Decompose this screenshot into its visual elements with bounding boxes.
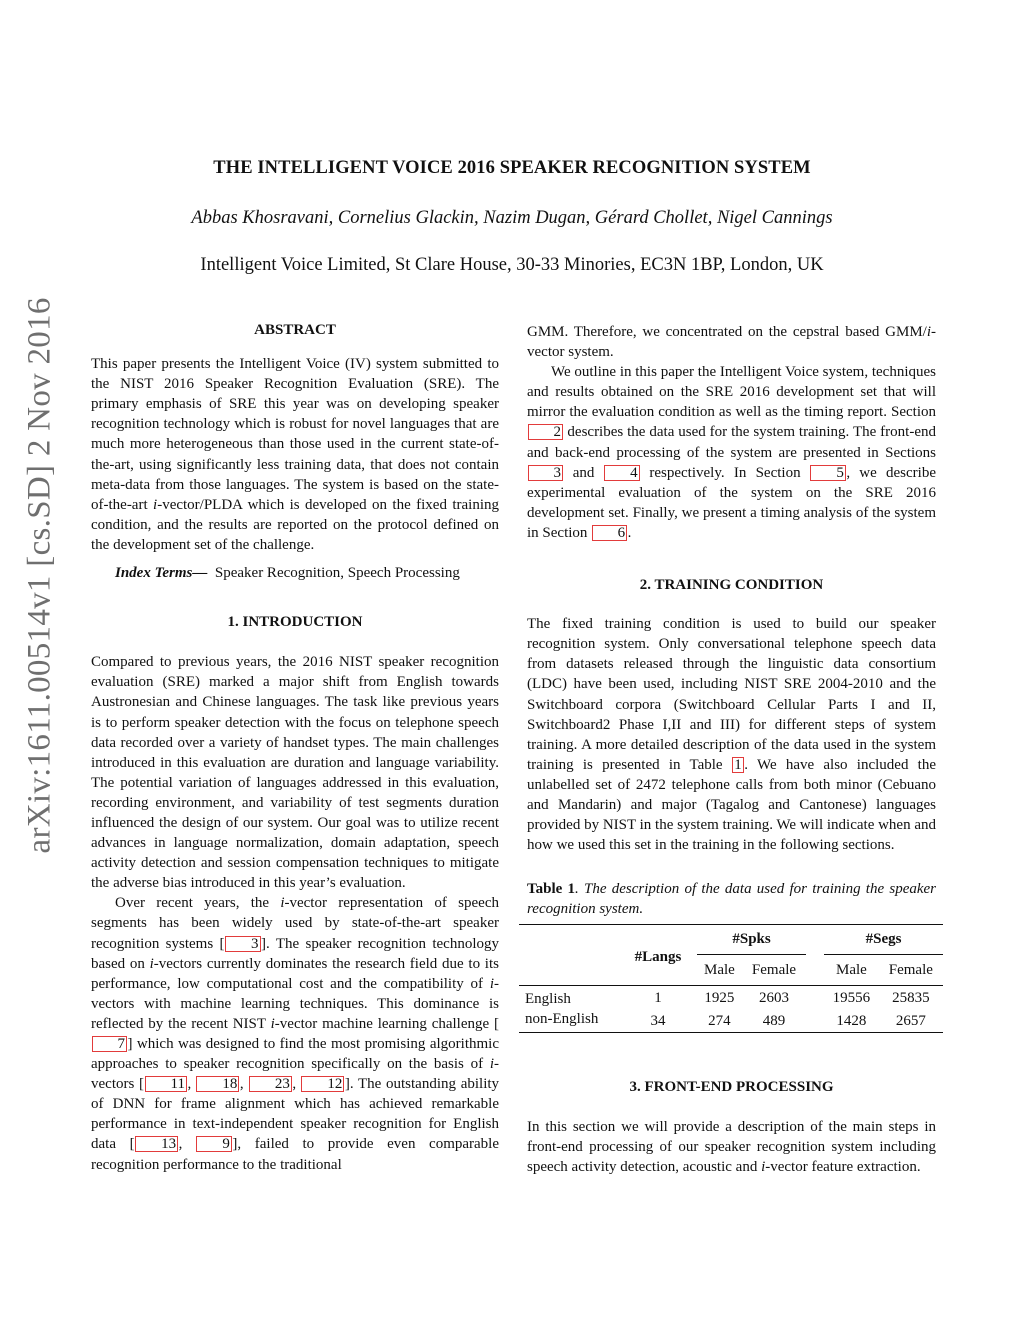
section-link[interactable]: 3 <box>528 465 564 481</box>
col-segs: #Segs <box>824 925 943 955</box>
sub-female: Female <box>751 962 797 979</box>
citation-link[interactable]: 9 <box>196 1136 232 1152</box>
abstract-heading: ABSTRACT <box>254 322 336 338</box>
training-heading: 2. TRAINING CONDITION <box>639 577 824 594</box>
intro-paragraph-2: Over recent years, the i-vector representation of speech segments has been widely used by state-of-the-art speaker recognition systems [ 3 ]. The speaker recognition technology based on i-vectors currently dominates the research field due to its performance, low computational cost and the compatibility of i-vectors with machine learning techniques. This dominance is reflected by the recent NIST i-vector machine learning challenge [7 ] which was designed to find the most promising algorithmic approaches to speaker recognition specifically on the basis of i-vectors [ 11 , 18 , 23 , 12 ]. The outstanding ability of DNN for frame alignment which has achieved remarkable performance in text-independent speaker recognition for English data [ 13 , 9 ], failed to provide even comparable recognition performance to the traditional <box>91 895 500 1173</box>
sub-female: Female <box>888 962 933 979</box>
table-row: English 1 1925 2603 19556 25835 <box>519 986 943 1010</box>
author-list: Abbas Khosravani, Cornelius Glackin, Nazim Dugan, Gérard Chollet, Nigel Cannings <box>191 208 833 228</box>
citation-link[interactable]: 11 <box>145 1076 187 1092</box>
outline-paragraph: We outline in this paper the Intelligent Voice system, techniques and results obtained on the SRE 2016 development set that will mirror the evaluation condition as well as the timing report. Section 2 describes the data used for the system training. The front-end and back-end processing of the system are presented in Sections 3 and 4 respectively. In Section 5 , we describe experimental evaluation of the system on the SRE 2016 development set. Finally, we present a timing analysis of the system in Section 6 . <box>527 364 936 541</box>
left-column <box>91 320 499 1175</box>
affiliation: Intelligent Voice Limited, St Clare House, 30-33 Minories, EC3N 1BP, London, UK <box>200 255 824 275</box>
sub-male: Male <box>836 962 867 979</box>
frontend-paragraph: In this section we will provide a description of the main steps in front-end processing of our speaker recognition system including speech activity detection, acoustic and i-vector feature extraction. <box>527 1118 936 1175</box>
index-terms: Index Terms— Speaker Recognition, Speech Processing <box>115 565 460 582</box>
citation-link[interactable]: 3 <box>225 936 261 952</box>
citation-link[interactable]: 23 <box>249 1076 292 1092</box>
col-langs: #Langs <box>634 949 682 966</box>
section-link[interactable]: 6 <box>592 525 628 541</box>
section-link[interactable]: 4 <box>604 465 640 481</box>
citation-link[interactable]: 7 <box>92 1036 128 1052</box>
citation-link[interactable]: 13 <box>135 1136 178 1152</box>
paper-title: THE INTELLIGENT VOICE 2016 SPEAKER RECOGNITION SYSTEM <box>213 158 811 178</box>
index-terms-label: Index Terms— <box>115 565 208 582</box>
sub-male: Male <box>704 962 735 979</box>
training-paragraph: The fixed training condition is used to build our speaker recognition system. Only conversational telephone speech data from datasets released through the linguistic data consortium (LDC) have been used, including NIST SRE 2004-2010 and the Switchboard corpora (Switchboard Cellular Parts I and II, Switchboard2 Phase I,II and III) for different steps of system training. A more detailed description of the data used in the system training is presented in Table 1 . We have also included the unlabelled set of 2472 telephone calls from both minor (Cebuano and Mandarin) and major (Tagalog and Cantonese) languages provided by NIST in the system training. We will indicate when and how we used this set in the training in the following sections. <box>527 616 937 854</box>
intro-heading: 1. INTRODUCTION <box>227 614 363 631</box>
citation-link[interactable]: 12 <box>301 1076 344 1092</box>
citation-link[interactable]: 18 <box>196 1076 239 1092</box>
table-caption: Table 1. The description of the data used for training the speaker recognition system. <box>527 881 937 918</box>
table-link[interactable]: 1 <box>734 756 742 773</box>
table-row: non-English 34 274 489 1428 2657 <box>519 1009 943 1033</box>
section-link[interactable]: 5 <box>810 465 846 481</box>
abstract-text: This paper presents the Intelligent Voice (IV) system submitted to the NIST 2016 Speaker Recognition Evaluation (SRE). The primary emphasis of SRE this year was on developing speaker recognition technology which is robust for novel languages that are much more heterogeneous than those used in the current state-of-the-art, using significantly less training data, that does not contain meta-data from those languages. The system is based on the state-of-the-art i-vector/PLDA which is developed on the fixed training condition, and the results are reported on the protocol defined on the development set of the challenge. <box>91 356 499 553</box>
training-data-table <box>519 924 943 1033</box>
frontend-heading: 3. FRONT-END PROCESSING <box>629 1079 834 1096</box>
right-column <box>527 322 936 1177</box>
arxiv-stamp: arXiv:1611.00514v1 [cs.SD] 2 Nov 2016 <box>21 297 58 854</box>
intro-paragraph-1: Compared to previous years, the 2016 NIST speaker recognition evaluation (SRE) marked a major shift from English towards Austronesian and Chinese languages. The task like previous years is to perform speaker detection with the focus on telephone speech data recorded over a variety of handset types. The main challenges introduced in this evaluation are duration and language variability. The potential variation of languages addressed in this evaluation, recording environment, and variability of test segments duration influenced the design of our system. Our goal was to utilize recent advances in language normalization, domain adaptation, speech activity detection and session compensation techniques to mitigate the adverse bias introduced in this year’s evaluation. <box>91 654 499 892</box>
col-spks: #Spks <box>697 925 806 955</box>
section-link[interactable]: 2 <box>528 424 564 440</box>
intro-continuation: GMM. Therefore, we concentrated on the cepstral based GMM/i-vector system. <box>527 324 936 361</box>
